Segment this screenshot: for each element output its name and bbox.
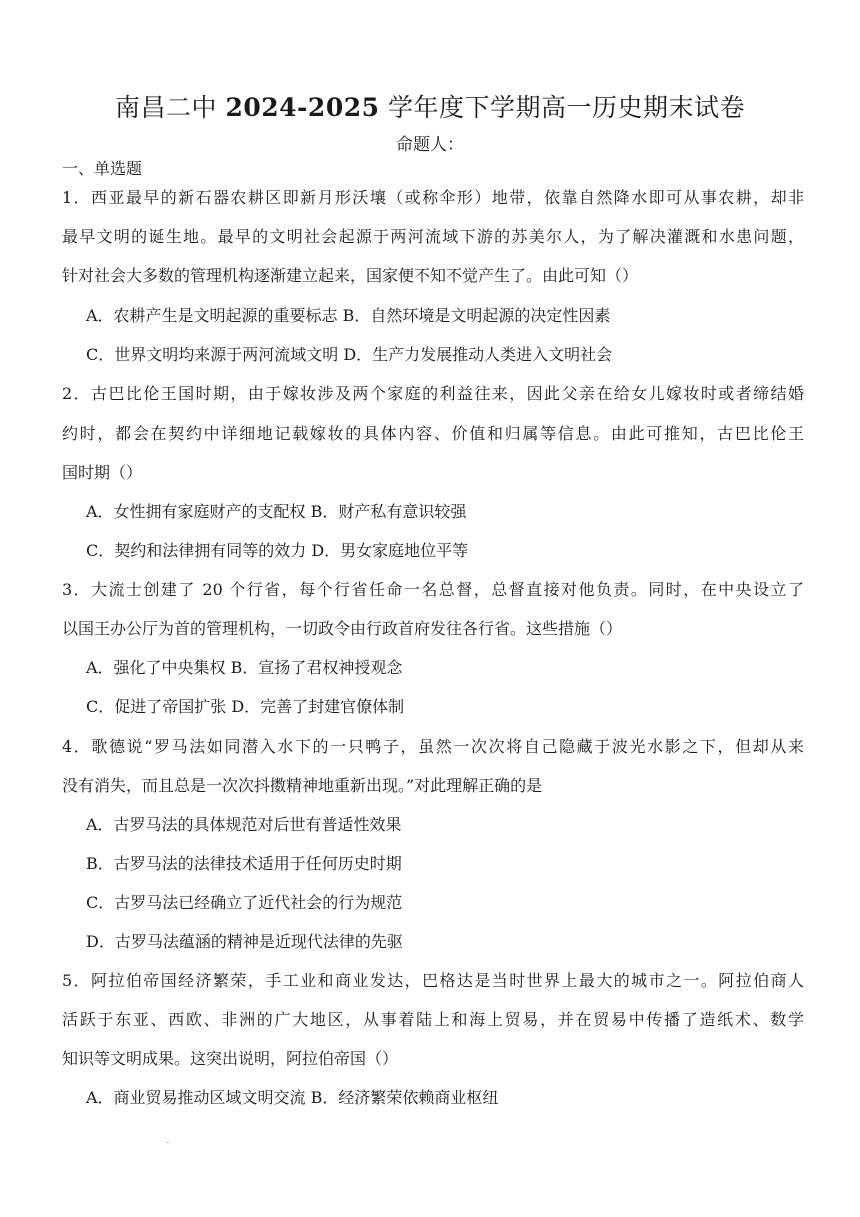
question-5-line-3: 知识等文明成果。这突出说明，阿拉伯帝国（） (62, 1049, 399, 1068)
scan-speck (166, 1142, 169, 1143)
question-4-option-c: C．古罗马法已经确立了近代社会的行为规范 (86, 893, 403, 912)
page-title (0, 88, 860, 124)
question-3-options-ab: A．强化了中央集权 B．宣扬了君权神授观念 (86, 658, 403, 677)
question-2-line-2: 约时，都会在契约中详细地记载嫁妆的具体内容、价值和归属等信息。由此可推知，古巴比伦王 (62, 424, 804, 443)
question-2-line-1: 2．古巴比伦王国时期，由于嫁妆涉及两个家庭的利益往来，因此父亲在给女儿嫁妆时或者缔结婚 (62, 384, 804, 403)
question-2-line-3: 国时期（） (62, 463, 143, 482)
question-2-options-cd: C．契约和法律拥有同等的效力 D．男女家庭地位平等 (86, 541, 469, 560)
author-line: 命题人： (396, 135, 464, 155)
question-4-option-a: A．古罗马法的具体规范对后世有普适性效果 (86, 815, 402, 834)
question-4-line-2: 没有消失，而且总是一次次抖擞精神地重新出现。”对此理解正确的是 (62, 776, 543, 795)
question-1-line-1: 1．西亚最早的新石器农耕区即新月形沃壤（或称伞形）地带，依靠自然降水即可从事农耕，却非 (62, 188, 804, 207)
question-1-options-cd: C．世界文明均来源于两河流域文明 D．生产力发展推动人类进入文明社会 (86, 345, 613, 364)
question-3-line-2: 以国王办公厅为首的管理机构，一切政令由行政首府发往各行省。这些措施（） (62, 619, 623, 638)
question-4-option-d: D．古罗马法蕴涵的精神是近现代法律的先驱 (86, 932, 403, 951)
question-4-option-b: B．古罗马法的法律技术适用于任何历史时期 (86, 854, 402, 873)
title-prefix: 南昌二中 (115, 93, 226, 122)
question-1-line-2: 最早文明的诞生地。最早的文明社会起源于两河流域下游的苏美尔人，为了解决灌溉和水患问题， (62, 227, 804, 246)
title-years: 2024-2025 (225, 93, 380, 122)
question-3-line-1: 3．大流士创建了 20 个行省，每个行省任命一名总督，总督直接对他负责。同时，在中央设立了 (62, 580, 804, 599)
question-1-options-ab: A．农耕产生是文明起源的重要标志 B．自然环境是文明起源的决定性因素 (86, 306, 611, 325)
question-1-line-3: 针对社会大多数的管理机构逐渐建立起来，国家便不知不觉产生了。由此可知（） (62, 266, 639, 285)
question-5-line-1: 5．阿拉伯帝国经济繁荣，手工业和商业发达，巴格达是当时世界上最大的城市之一。阿拉伯商人 (62, 971, 804, 990)
question-2-options-ab: A．女性拥有家庭财产的支配权 B．财产私有意识较强 (86, 502, 467, 521)
question-4-line-1: 4．歌德说“罗马法如同潜入水下的一只鸭子，虽然一次次将自己隐藏于波光水影之下，但却从来 (62, 737, 804, 756)
question-5-options-ab: A．商业贸易推动区域文明交流 B．经济繁荣依赖商业枢纽 (86, 1088, 499, 1107)
question-3-options-cd: C．促进了帝国扩张 D．完善了封建官僚体制 (86, 697, 405, 716)
question-5-line-2: 活跃于东亚、西欧、非洲的广大地区，从事着陆上和海上贸易，并在贸易中传播了造纸术、数学 (62, 1010, 804, 1029)
title-suffix: 学年度下学期高一历史期末试卷 (379, 93, 745, 122)
section-heading: 一、单选题 (62, 159, 143, 178)
